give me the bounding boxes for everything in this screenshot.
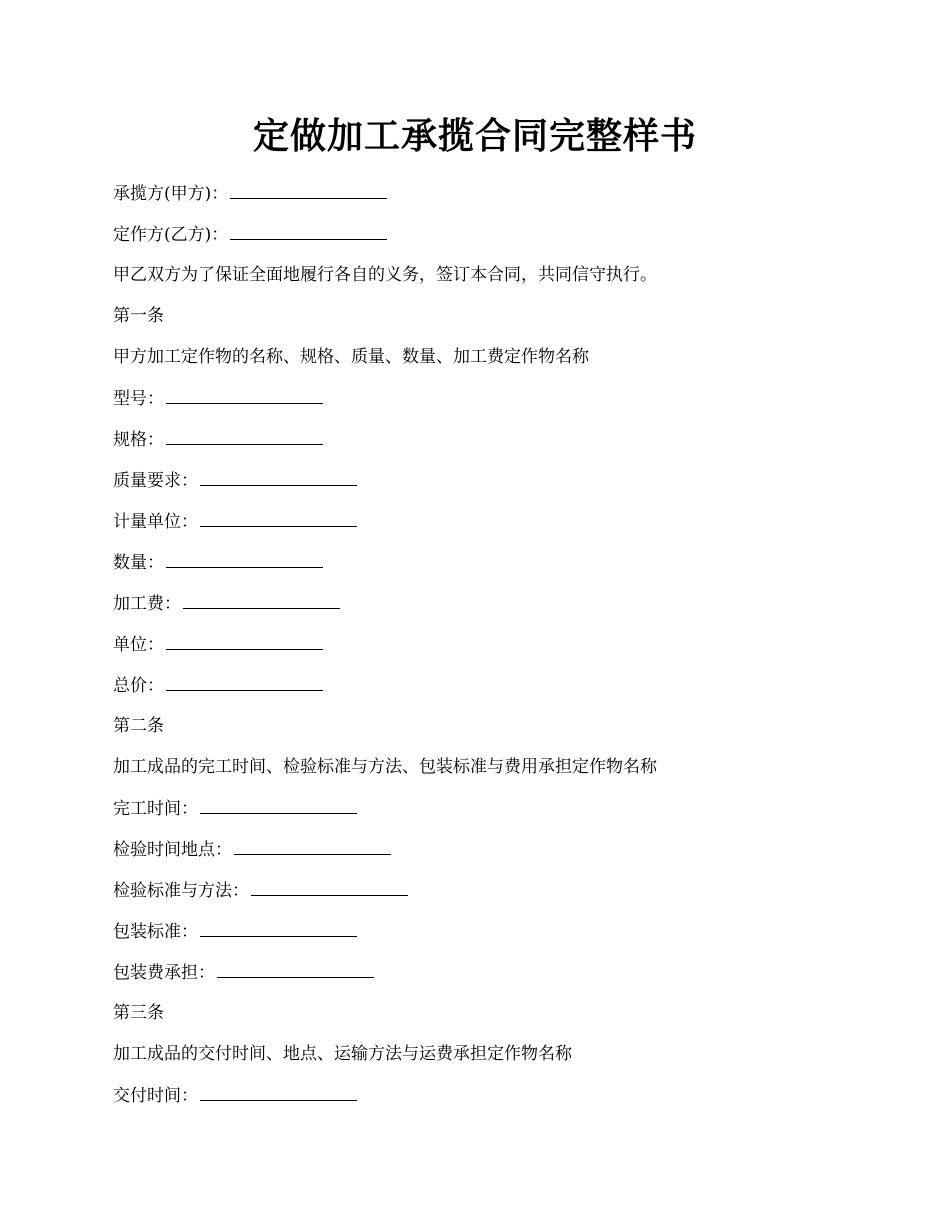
field-label: 交付时间： [113,1086,198,1106]
text-line [113,301,873,342]
fill-in-blank [251,875,408,896]
field-label: 质量要求： [113,471,198,491]
text-line [113,342,873,383]
paragraph-text: 甲乙双方为了保证全面地履行各自的义务，签订本合同，共同信守执行。 [113,265,657,285]
fill-in-blank [166,383,323,404]
fill-in-blank [217,957,374,978]
fill-in-blank [166,547,323,568]
paragraph-text: 甲方加工定作物的名称、规格、质量、数量、加工费定作物名称 [113,347,589,367]
form-field-line [113,1080,873,1121]
field-label: 计量单位： [113,512,198,532]
form-field-line [113,834,873,875]
text-line [113,260,873,301]
paragraph-text: 第三条 [113,1003,164,1023]
form-field-line [113,588,873,629]
form-field-line [113,629,873,670]
text-line [113,752,873,793]
document-body [113,178,873,1121]
form-field-line [113,547,873,588]
fill-in-blank [230,219,387,240]
fill-in-blank [200,1080,357,1101]
paragraph-text: 加工成品的完工时间、检验标准与方法、包装标准与费用承担定作物名称 [113,757,657,777]
field-label: 单位： [113,635,164,655]
field-label: 包装费承担： [113,963,215,983]
field-label: 定作方(乙方)： [113,225,229,245]
field-label: 检验标准与方法： [113,881,249,901]
fill-in-blank [166,424,323,445]
field-label: 加工费： [113,594,181,614]
field-label: 完工时间： [113,799,198,819]
fill-in-blank [200,793,357,814]
form-field-line [113,506,873,547]
paragraph-text: 第一条 [113,306,164,326]
form-field-line [113,957,873,998]
text-line [113,711,873,752]
field-label: 检验时间地点： [113,840,232,860]
fill-in-blank [200,506,357,527]
fill-in-blank [234,834,391,855]
form-field-line [113,875,873,916]
field-label: 规格： [113,430,164,450]
form-field-line [113,793,873,834]
text-line [113,1039,873,1080]
form-field-line [113,670,873,711]
fill-in-blank [230,178,387,199]
form-field-line [113,219,873,260]
form-field-line [113,424,873,465]
field-label: 型号： [113,389,164,409]
form-field-line [113,178,873,219]
paragraph-text: 第二条 [113,716,164,736]
fill-in-blank [200,916,357,937]
form-field-line [113,465,873,506]
fill-in-blank [200,465,357,486]
form-field-line [113,916,873,957]
field-label: 包装标准： [113,922,198,942]
field-label: 承揽方(甲方)： [113,184,229,204]
document-title: 定做加工承揽合同完整样书 [252,115,697,157]
fill-in-blank [183,588,340,609]
field-label: 数量： [113,553,164,573]
paragraph-text: 加工成品的交付时间、地点、运输方法与运费承担定作物名称 [113,1044,572,1064]
text-line [113,998,873,1039]
form-field-line [113,383,873,424]
fill-in-blank [166,670,323,691]
field-label: 总价： [113,676,164,696]
fill-in-blank [166,629,323,650]
